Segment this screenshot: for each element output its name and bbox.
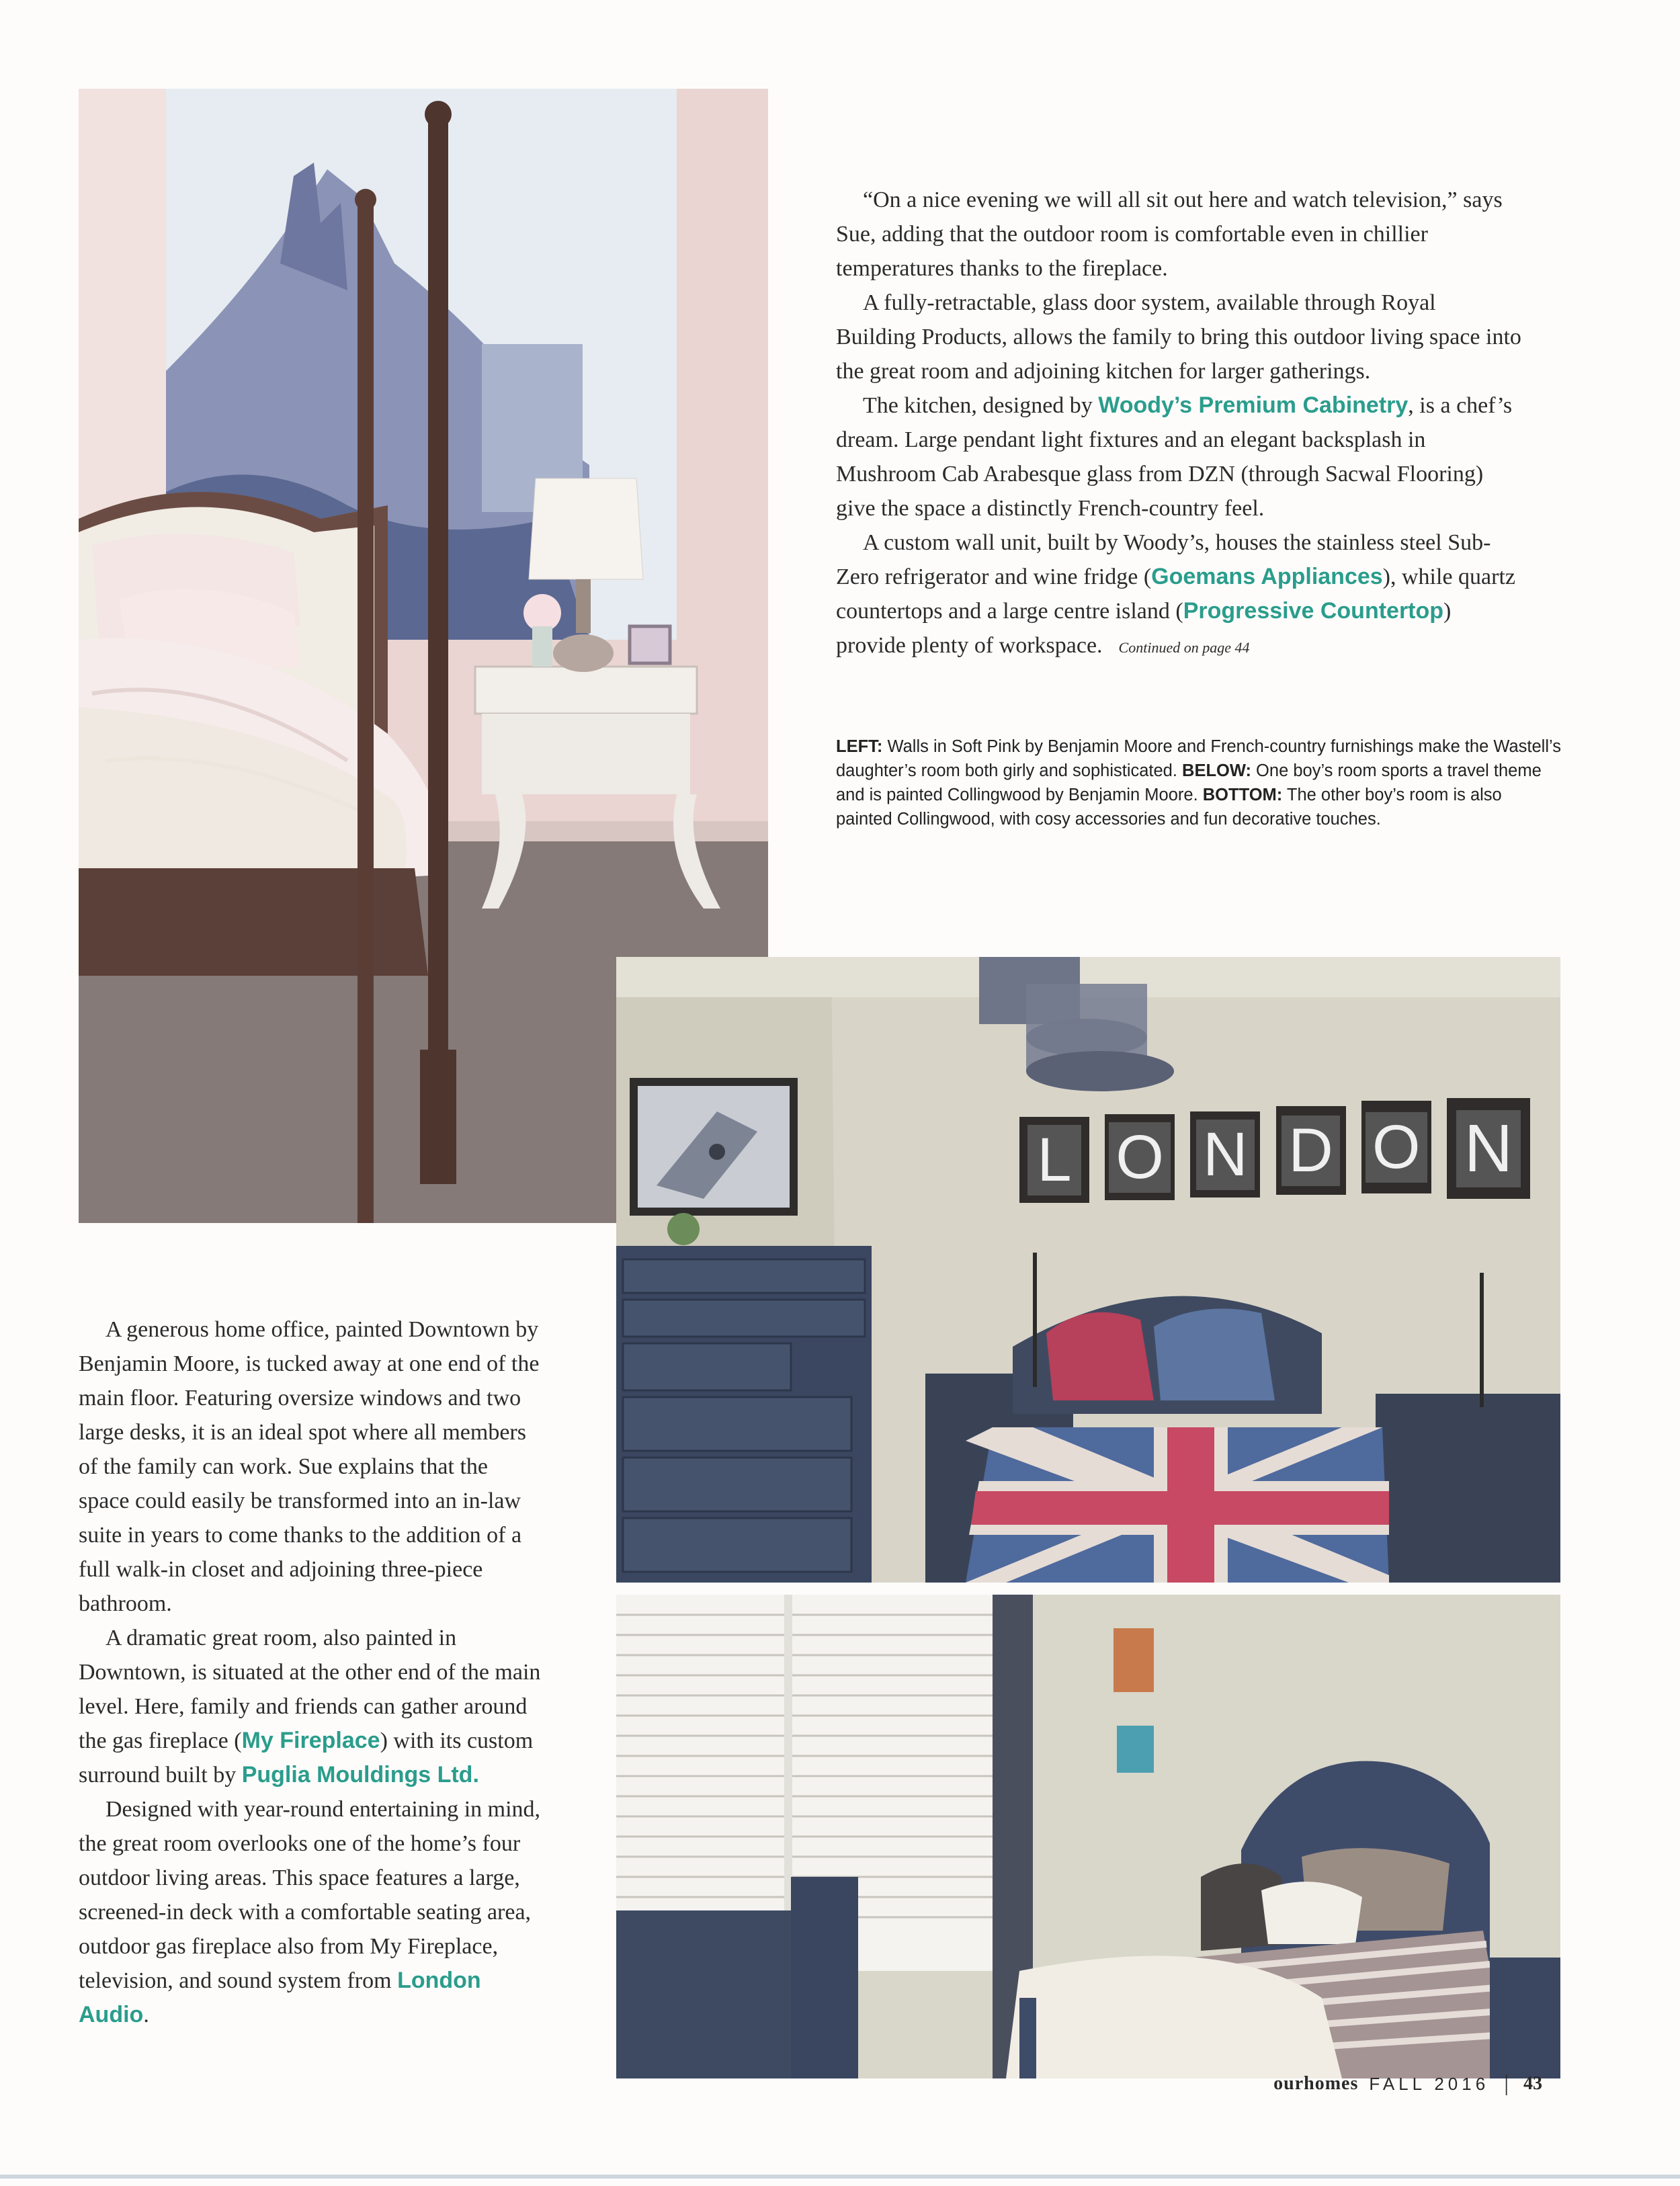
text: Designed with year-round entertaining in mind, the great room overlooks one of the home’s four outdoor living areas. This space features a large, screened-in deck with a comfortable seating area, outdoor gas fireplace also from My Fireplace, television, and sound system from	[79, 1797, 541, 1993]
page-number: 43	[1523, 2073, 1542, 2094]
letter: D	[1282, 1116, 1339, 1186]
photo-london-bedroom	[616, 957, 1560, 1583]
text: A custom wall unit, built by Woody’s, houses the stainless steel Sub-Zero refrigerator and wine fridge (	[836, 530, 1491, 589]
london-letter-frames	[1019, 1098, 1530, 1206]
letter: O	[1109, 1122, 1171, 1193]
paragraph	[836, 286, 1521, 388]
article-left-column	[79, 1312, 542, 2032]
letter-frame	[1190, 1111, 1260, 1197]
brand-puglia: Puglia Mouldings Ltd.	[241, 1762, 479, 1788]
paragraph	[836, 388, 1521, 526]
caption-label-below: BELOW:	[1182, 761, 1251, 780]
letter-frame	[1105, 1114, 1175, 1200]
text: A generous home office, painted Downtown by Benjamin Moore, is tucked away at one end of the main floor. Featuring oversize windows and two large desks, it is an ideal spot where all members of the family can work. Sue explains that the space could easily be transformed into an in-law suite in years to come thanks to the addition of a full walk-in closet and adjoining three-piece bathroom.	[79, 1317, 540, 1616]
text: ), while quartz countertops and a large centre island (	[836, 564, 1515, 624]
caption-label-bottom: BOTTOM:	[1202, 786, 1283, 804]
article-right-column	[836, 183, 1521, 665]
issue-label: FALL 2016	[1369, 2073, 1490, 2094]
letter: N	[1196, 1120, 1254, 1190]
brand-woodys: Woody’s Premium Cabinetry	[1098, 392, 1409, 418]
paragraph	[836, 526, 1521, 665]
text: ) with its custom surround built by	[79, 1728, 534, 1788]
paragraph	[79, 1792, 542, 2032]
brand-goemans: Goemans Appliances	[1151, 564, 1383, 589]
paragraph	[79, 1312, 542, 1621]
caption-text: The other boy’s room is also painted Collingwood, with cosy accessories and fun decorative touches.	[836, 786, 1502, 829]
letter-frame	[1276, 1106, 1346, 1195]
brand-progressive: Progressive Countertop	[1183, 598, 1444, 624]
scan-bottom-edge	[0, 2175, 1680, 2179]
letter-frame	[1361, 1101, 1431, 1193]
letter: O	[1366, 1112, 1427, 1183]
paragraph	[79, 1621, 542, 1792]
brand-london-audio: London Audio	[79, 1968, 481, 2027]
letter-frame	[1447, 1098, 1530, 1199]
magazine-name: ourhomes	[1273, 2073, 1359, 2094]
letter-frame	[1019, 1117, 1089, 1203]
text: “On a nice evening we will all sit out here and watch television,” says Sue, adding that the outdoor room is comfortable even in chillier temperatures thanks to the fireplace.	[836, 187, 1503, 281]
brand-my-fireplace: My Fireplace	[241, 1728, 380, 1753]
caption-label-left: LEFT:	[836, 737, 883, 756]
paragraph	[836, 183, 1521, 286]
text: .	[143, 2003, 149, 2027]
letter: N	[1456, 1110, 1521, 1187]
footer-separator: |	[1504, 2071, 1509, 2096]
caption-text: Walls in Soft Pink by Benjamin Moore and French-country furnishings make the Wastell’s daughter’s room both girly and sophisticated.	[836, 737, 1561, 780]
photo-striped-bedroom	[616, 1595, 1560, 2078]
text: ) provide plenty of workspace.	[836, 599, 1452, 658]
caption-text: One boy’s room sports a travel theme and is painted Collingwood by Benjamin Moore.	[836, 761, 1542, 804]
text: The kitchen, designed by	[863, 393, 1099, 418]
page-footer	[1273, 2071, 1542, 2097]
photo-caption	[836, 734, 1562, 831]
continued-note: Continued on page 44	[1118, 639, 1250, 656]
text: A dramatic great room, also painted in Downtown, is situated at the other end of the main level. Here, family and friends can gather around the gas fireplace (	[79, 1626, 541, 1753]
letter: L	[1027, 1125, 1081, 1195]
text: A fully-retractable, glass door system, available through Royal Building Products, allows the family to bring this outdoor living space into the great room and adjoining kitchen for larger gatherings.	[836, 290, 1521, 384]
text: , is a chef’s dream. Large pendant light fixtures and an elegant backsplash in Mushroom Cab Arabesque glass from DZN (through Sacwal Flooring) give the space a distinctly French-country feel.	[836, 393, 1513, 521]
